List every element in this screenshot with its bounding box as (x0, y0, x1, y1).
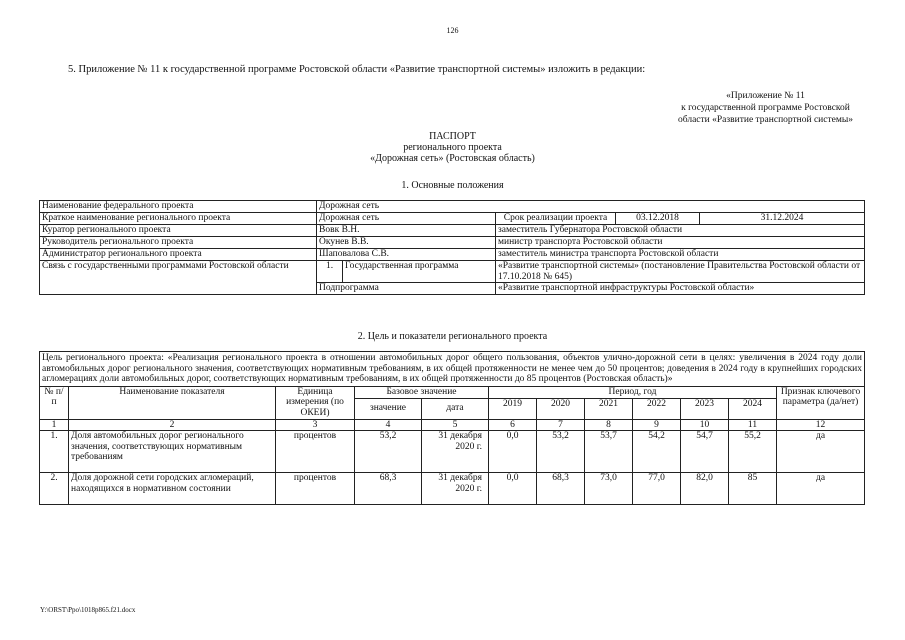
section-1-title: 1. Основные положения (401, 180, 504, 191)
header-date: дата (422, 398, 489, 419)
table-row (40, 473, 865, 505)
basic-provisions-table (39, 200, 865, 295)
column-number: 6 (489, 419, 537, 431)
subprogram-label: Подпрограмма (317, 283, 496, 295)
subprogram-value: «Развитие транспортной инфраструктуры Ростовской области» (496, 283, 865, 295)
header-year: 2019 (489, 398, 537, 419)
passport-project-name: «Дорожная сеть» (Ростовская область) (370, 153, 535, 164)
programs-link-label: Связь с государственными программами Ростовской области (40, 261, 317, 295)
table-row (40, 237, 865, 249)
base-value: 68,3 (355, 473, 422, 505)
year-value: 53,7 (585, 431, 633, 473)
appendix-heading (678, 90, 853, 126)
header-indicator-name: Наименование показателя (69, 386, 276, 419)
federal-project-label: Наименование федерального проекта (40, 201, 317, 213)
head-label: Руководитель регионального проекта (40, 237, 317, 249)
table-row (40, 249, 865, 261)
admin-name: Шаповалова С.В. (317, 249, 496, 261)
table-row (40, 431, 865, 473)
column-number: 1 (40, 419, 69, 431)
indicator-name: Доля автомобильных дорог регионального значения, соответствующих нормативным требованиям (69, 431, 276, 473)
year-value: 0,0 (489, 473, 537, 505)
key-sign: да (777, 431, 865, 473)
year-value: 0,0 (489, 431, 537, 473)
indicator-name: Доля дорожной сети городских агломераций, находящихся в нормативном состоянии (69, 473, 276, 505)
passport-subtitle: регионального проекта (403, 142, 502, 153)
state-program-value: «Развитие транспортной системы» (постановление Правительства Ростовской области от 17.10.2018 № 645) (496, 261, 865, 283)
header-year: 2023 (681, 398, 729, 419)
header-key-sign: Признак ключевого параметра (да/нет) (777, 386, 865, 419)
table-row (40, 225, 865, 237)
passport-title: ПАСПОРТ (429, 131, 476, 142)
key-sign: да (777, 473, 865, 505)
term-end: 31.12.2024 (700, 213, 865, 225)
short-name-value: Дорожная сеть (317, 213, 496, 225)
header-number: № п/п (40, 386, 69, 419)
programs-link-number: 1. (317, 261, 343, 283)
year-value: 82,0 (681, 473, 729, 505)
column-number: 9 (633, 419, 681, 431)
appendix-line-1: «Приложение № 11 (726, 91, 805, 101)
year-value: 77,0 (633, 473, 681, 505)
short-name-label: Краткое наименование регионального проекта (40, 213, 317, 225)
header-unit: Единица измерения (по ОКЕИ) (276, 386, 355, 419)
base-date: 31 декабря 2020 г. (422, 431, 489, 473)
table-row (40, 261, 865, 283)
head-position: министр транспорта Ростовской области (496, 237, 865, 249)
state-program-label: Государственная программа (343, 261, 496, 283)
indicator-unit: процентов (276, 473, 355, 505)
year-value: 85 (729, 473, 777, 505)
column-number: 2 (69, 419, 276, 431)
year-value: 73,0 (585, 473, 633, 505)
header-year: 2024 (729, 398, 777, 419)
row-number: 1. (40, 431, 69, 473)
federal-project-value: Дорожная сеть (317, 201, 865, 213)
passport-title-block (0, 131, 905, 164)
term-label: Срок реализации проекта (496, 213, 616, 225)
base-date: 31 декабря 2020 г. (422, 473, 489, 505)
base-value: 53,2 (355, 431, 422, 473)
year-value: 54,2 (633, 431, 681, 473)
header-value: значение (355, 398, 422, 419)
header-row (40, 386, 865, 398)
column-number: 7 (537, 419, 585, 431)
header-year: 2021 (585, 398, 633, 419)
intro-text: 5. Приложение № 11 к государственной программе Ростовской области «Развитие транспортной системы» изложить в редакции: (68, 64, 646, 75)
column-number: 5 (422, 419, 489, 431)
year-value: 54,7 (681, 431, 729, 473)
column-number: 8 (585, 419, 633, 431)
header-base-value: Базовое значение (355, 386, 489, 398)
admin-position: заместитель министра транспорта Ростовской области (496, 249, 865, 261)
table-row (40, 201, 865, 213)
year-value: 55,2 (729, 431, 777, 473)
appendix-line-3: области «Развитие транспортной системы» (678, 115, 853, 125)
indicator-unit: процентов (276, 431, 355, 473)
year-value: 68,3 (537, 473, 585, 505)
header-period: Период, год (489, 386, 777, 398)
column-numbers-row (40, 419, 865, 431)
head-name: Окунев В.В. (317, 237, 496, 249)
header-year: 2022 (633, 398, 681, 419)
page-number: 126 (446, 26, 459, 35)
header-year: 2020 (537, 398, 585, 419)
goal-row (40, 352, 865, 387)
table-row (40, 213, 865, 225)
admin-label: Администратор регионального проекта (40, 249, 317, 261)
curator-label: Куратор регионального проекта (40, 225, 317, 237)
term-start: 03.12.2018 (616, 213, 700, 225)
row-number: 2. (40, 473, 69, 505)
curator-position: заместитель Губернатора Ростовской области (496, 225, 865, 237)
indicators-table (39, 351, 865, 505)
project-goal: Цель регионального проекта: «Реализация регионального проекта в отношении автомобильных дорог общего пользования, объектов улично-дорожной сети в целях: увеличения в 2024 году доли автомобильных дорог регионального значения, соответствующих нормативным требованиям, в их общей протяженности не менее чем до 50 процентов; доведения в 2024 году в крупнейших городских агломерациях доли автомобильных дорог, соответствующих нормативным требованиям, в их общей протяженности до 85 процентов (Ростовская область)» (40, 352, 865, 387)
appendix-line-2: к государственной программе Ростовской (681, 103, 850, 113)
column-number: 10 (681, 419, 729, 431)
section-2-title: 2. Цель и показатели регионального проекта (357, 331, 548, 342)
year-value: 53,2 (537, 431, 585, 473)
column-number: 12 (777, 419, 865, 431)
footer-file-path: Y:\ORST\Ppo\1018p865.f21.docx (40, 606, 136, 614)
column-number: 11 (729, 419, 777, 431)
column-number: 4 (355, 419, 422, 431)
curator-name: Вовк В.Н. (317, 225, 496, 237)
column-number: 3 (276, 419, 355, 431)
